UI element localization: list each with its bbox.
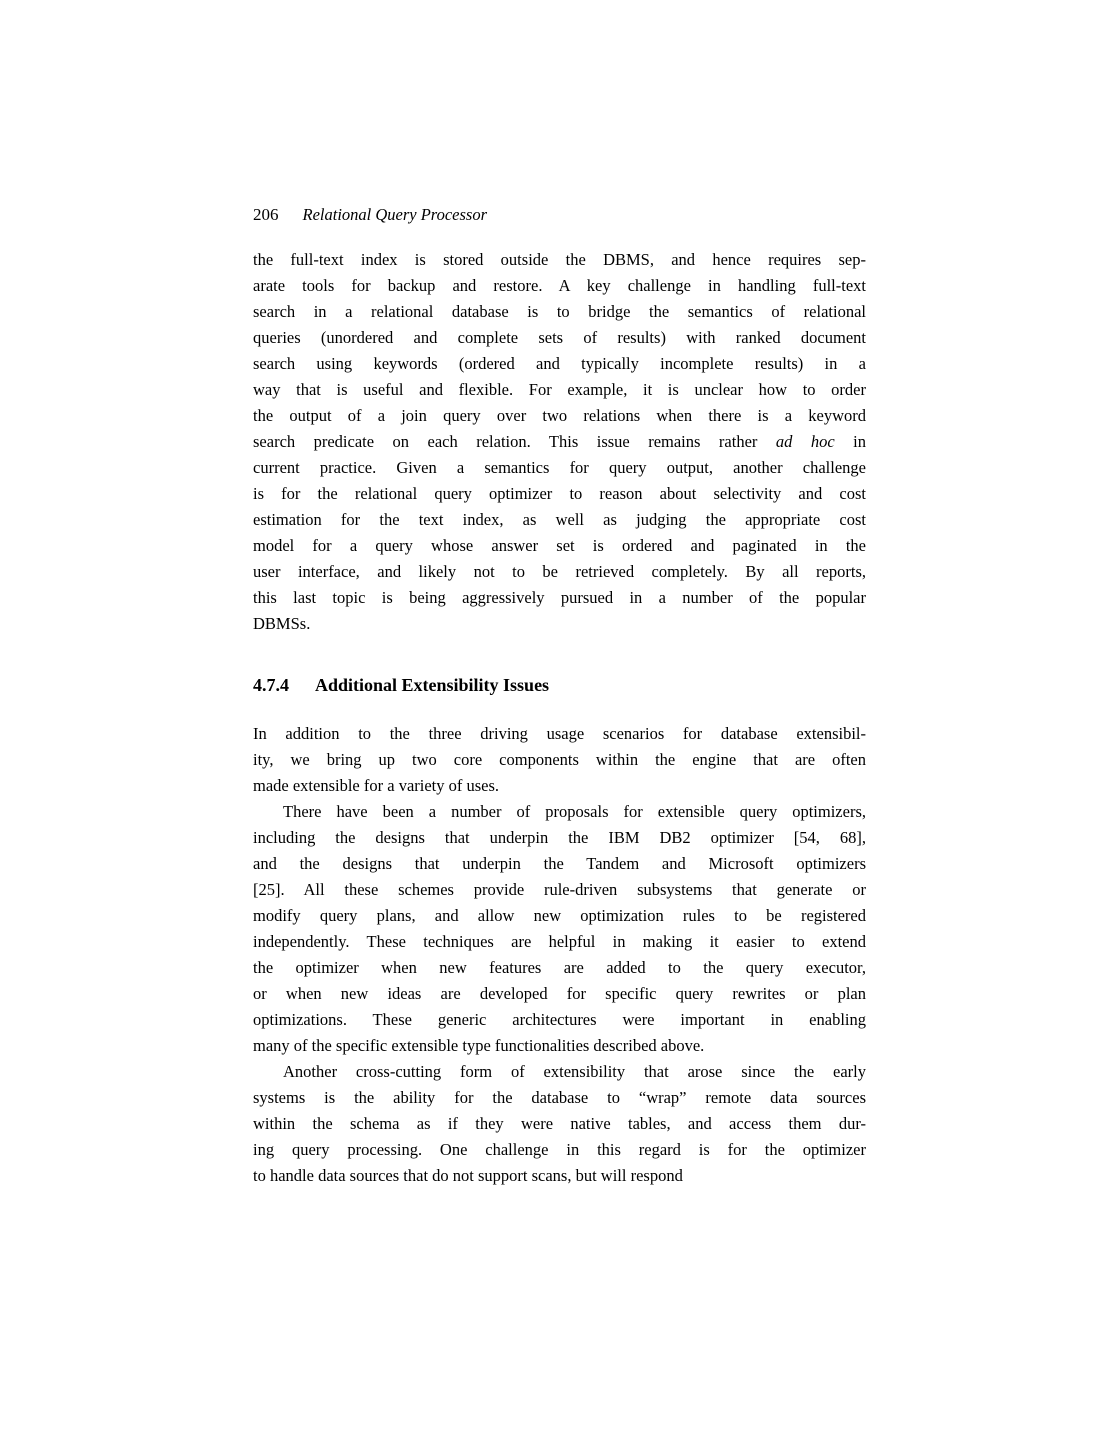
text-line: or when new ideas are developed for specific query rewrites or plan <box>253 984 866 1003</box>
content-column <box>253 205 866 1189</box>
section-title: Additional Extensibility Issues <box>315 675 550 695</box>
section-number: 4.7.4 <box>253 675 289 695</box>
text-line: within the schema as if they were native tables, and access them dur- <box>253 1114 866 1133</box>
text-line: search predicate on each relation. This issue remains rather ad hoc in <box>253 432 866 451</box>
text-line: optimizations. These generic architectures were important in enabling <box>253 1010 866 1029</box>
text-line: way that is useful and flexible. For example, it is unclear how to order <box>253 380 866 399</box>
text-line: ity, we bring up two core components within the engine that are often <box>253 750 866 769</box>
page-body <box>253 247 866 1189</box>
text-line: user interface, and likely not to be retrieved completely. By all reports, <box>253 562 866 581</box>
text-line: systems is the ability for the database to “wrap” remote data sources <box>253 1088 866 1107</box>
text-line: There have been a number of proposals for extensible query optimizers, <box>283 802 866 821</box>
text-line: In addition to the three driving usage scenarios for database extensibil- <box>253 724 866 743</box>
text-line: to handle data sources that do not support scans, but will respond <box>253 1166 683 1185</box>
paragraph-wrap-remote-sources <box>253 1059 866 1189</box>
running-header <box>253 205 866 225</box>
text-line: search using keywords (ordered and typically incomplete results) in a <box>253 354 866 373</box>
text-line: the optimizer when new features are added to the query executor, <box>253 958 866 977</box>
text-line: current practice. Given a semantics for query output, another challenge <box>253 458 866 477</box>
paragraph-in-addition <box>253 721 866 799</box>
text-line: the output of a join query over two relations when there is a keyword <box>253 406 866 425</box>
running-title: Relational Query Processor <box>302 205 488 224</box>
text-line: and the designs that underpin the Tandem and Microsoft optimizers <box>253 854 866 873</box>
section-heading-4-7-4 <box>253 673 866 697</box>
text-line: independently. These techniques are helpful in making it easier to extend <box>253 932 866 951</box>
text-line: ing query processing. One challenge in this regard is for the optimizer <box>253 1140 866 1159</box>
text-line: the full-text index is stored outside the DBMS, and hence requires sep- <box>253 250 866 269</box>
text-line: Another cross-cutting form of extensibility that arose since the early <box>283 1062 866 1081</box>
paragraph-fulltext-index <box>253 247 866 637</box>
text-line: model for a query whose answer set is ordered and paginated in the <box>253 536 866 555</box>
text-line: including the designs that underpin the IBM DB2 optimizer [54, 68], <box>253 828 866 847</box>
text-line: modify query plans, and allow new optimization rules to be registered <box>253 906 866 925</box>
page-number: 206 <box>253 205 279 224</box>
text-line: [25]. All these schemes provide rule-driven subsystems that generate or <box>253 880 866 899</box>
text-line: estimation for the text index, as well as judging the appropriate cost <box>253 510 866 529</box>
text-line: arate tools for backup and restore. A key challenge in handling full-text <box>253 276 866 295</box>
text-line: search in a relational database is to bridge the semantics of relational <box>253 302 866 321</box>
text-line: this last topic is being aggressively pursued in a number of the popular <box>253 588 866 607</box>
text-line: many of the specific extensible type functionalities described above. <box>253 1036 705 1055</box>
text-line: queries (unordered and complete sets of results) with ranked document <box>253 328 866 347</box>
text-line: made extensible for a variety of uses. <box>253 776 500 795</box>
text-line: DBMSs. <box>253 614 311 633</box>
paragraph-extensible-optimizers <box>253 799 866 1059</box>
text-line: is for the relational query optimizer to reason about selectivity and cost <box>253 484 866 503</box>
